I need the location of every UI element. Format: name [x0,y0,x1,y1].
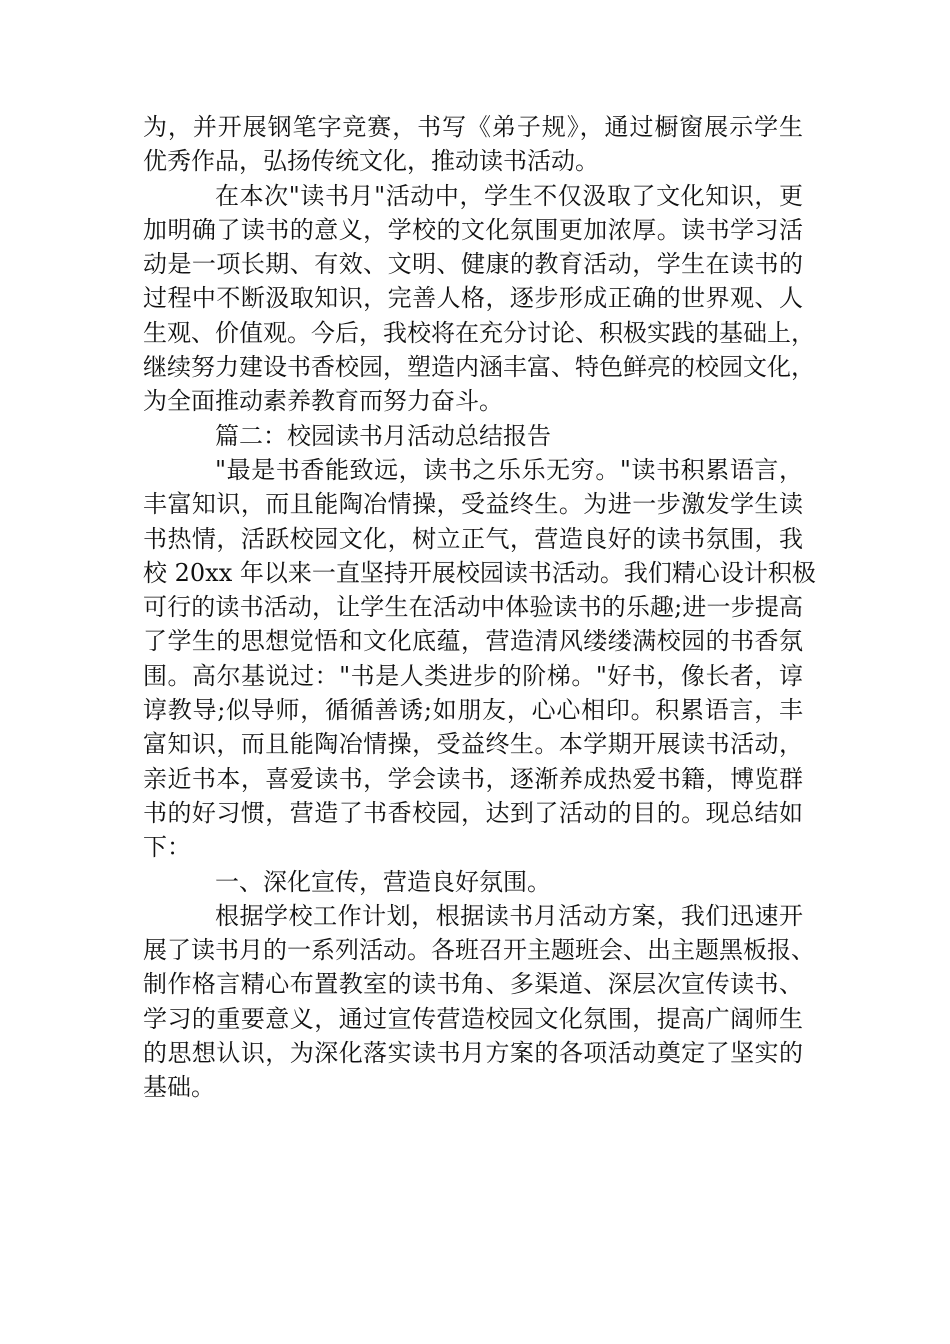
text-line: 的思想认识，为深化落实读书月方案的各项活动奠定了坚实的 [143,1039,803,1068]
text-line: 动是一项长期、有效、文明、健康的教育活动，学生在读书的 [143,250,803,279]
text-line: 生观、价值观。今后，我校将在充分讨论、积极实践的基础上， [143,318,815,347]
text-line: 了学生的思想觉悟和文化底蕴，营造清风缕缕满校园的书香氛 [143,627,803,656]
text-line: 制作格言精心布置教室的读书角、多渠道、深层次宣传读书、 [143,970,803,999]
text-line: 学习的重要意义，通过宣传营造校园文化氛围，提高广阔师生 [143,1004,803,1033]
text-line: 过程中不断汲取知识，完善人格，逐步形成正确的世界观、人 [143,284,803,313]
text-line: 可行的读书活动，让学生在活动中体验读书的乐趣;进一步提高 [143,593,803,622]
text-line: 展了读书月的一系列活动。各班召开主题班会、出主题黑板报、 [143,936,815,965]
text-line: 为全面推动素养教育而努力奋斗。 [143,387,503,416]
text-line: 书的好习惯，营造了书香校园，达到了活动的目的。现总结如 [143,798,803,827]
text-line: 优秀作品，弘扬传统文化，推动读书活动。 [143,147,599,176]
paragraph-first-line: 根据学校工作计划，根据读书月活动方案，我们迅速开 [215,901,803,930]
text-line: 为，并开展钢笔字竞赛，书写《弟子规》，通过橱窗展示学生 [143,113,803,141]
section-heading: 篇二：校园读书月活动总结报告 [215,421,551,450]
text-line: 继续努力建设书香校园，塑造内涵丰富、特色鲜亮的校园文化， [143,353,815,382]
subsection-heading: 一、深化宣传，营造良好氛围。 [215,867,551,896]
text-line: 基础。 [143,1073,215,1102]
paragraph-first-line: 在本次"读书月"活动中，学生不仅汲取了文化知识，更 [215,181,803,210]
text-line: 富知识，而且能陶冶情操，受益终生。本学期开展读书活动， [143,730,803,759]
paragraph-first-line: "最是书香能致远，读书之乐乐无穷。"读书积累语言， [215,455,803,484]
text-line: 丰富知识，而且能陶冶情操，受益终生。为进一步激发学生读 [143,490,803,519]
text-line: 校 20xx 年以来一直坚持开展校园读书活动。我们精心设计积极 [143,558,816,587]
document-page [143,110,816,1105]
text-line: 亲近书本，喜爱读书，学会读书，逐渐养成热爱书籍，博览群 [143,764,803,793]
text-line: 谆教导;似导师，循循善诱;如朋友，心心相印。积累语言，丰 [143,696,803,725]
text-line: 书热情，活跃校园文化，树立正气，营造良好的读书氛围，我 [143,524,803,553]
text-line: 加明确了读书的意义，学校的文化氛围更加浓厚。读书学习活 [143,215,803,244]
text-line: 下： [143,833,191,862]
text-line: 围。高尔基说过："书是人类进步的阶梯。"好书，像长者，谆 [143,661,803,690]
